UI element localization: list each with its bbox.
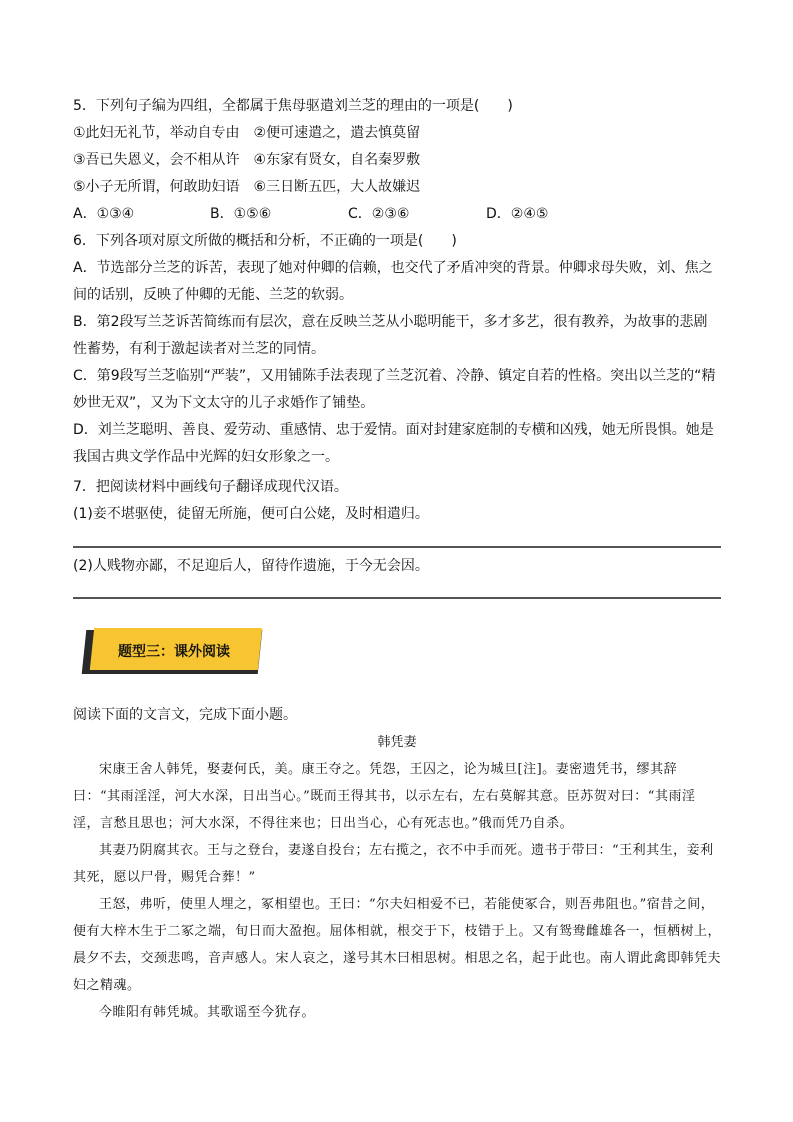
q5-option-a[interactable]: A．①③④ (73, 206, 135, 222)
q7-sentence-1: (1)妾不堪驱使，徒留无所施，便可白公姥，及时相遣归。 (73, 506, 429, 522)
section-instruction: 阅读下面的文言文，完成下面小题。 (73, 707, 297, 723)
section-banner (78, 624, 270, 680)
passage-paragraph-4: 今睢阳有韩凭城。其歌谣至今犹存。 (99, 1005, 316, 1020)
answer-line-2[interactable] (73, 597, 721, 599)
q5-row-1: ①此妇无礼节，举动自专由 ②便可速遣之，遣去慎莫留 (73, 125, 421, 141)
q7-stem: 7．把阅读材料中画线句子翻译成现代汉语。 (73, 479, 348, 495)
passage-paragraph-1: 宋康王舍人韩凭，娶妻何氏，美。康王夺之。凭怨，王囚之，论为城旦[注]。妻密遗凭书，缪其辞曰：“其雨淫淫，河大水深，日出当心。”既而王得其书，以示左右，左右莫解其意。臣苏贺对曰：“其雨淫淫，言愁且思也；河大水深，不得往来也；日出当心，心有死志也。”俄而凭乃自杀。 (73, 762, 696, 831)
passage-paragraph-2: 其妻乃阴腐其衣。王与之登台，妻遂自投台；左右揽之，衣不中手而死。遗书于带曰：“王利其生，妾利其死，愿以尸骨，赐凭合葬！” (73, 843, 714, 885)
q6-option-c[interactable]: C．第9段写兰芝临别“严装”，又用铺陈手法表现了兰芝沉着、冷静、镇定自若的性格。突出以兰芝的“精妙世无双”，又为下文太守的儿子求婚作了铺垫。 (73, 368, 716, 411)
q6-stem: 6．下列各项对原文所做的概括和分析，不正确的一项是( ) (73, 233, 457, 249)
q6-option-a[interactable]: A．节选部分兰芝的诉苦，表现了她对仲卿的信赖，也交代了矛盾冲突的背景。仲卿求母失败，刘、焦之间的话别，反映了仲卿的无能、兰芝的软弱。 (73, 260, 713, 303)
q5-row-2: ③吾已失恩义，会不相从许 ④东家有贤女，自名秦罗敷 (73, 152, 421, 168)
q5-option-d[interactable]: D．②④⑤ (486, 206, 549, 222)
q6-option-b[interactable]: B．第2段写兰芝诉苦简练而有层次，意在反映兰芝从小聪明能干，多才多艺，很有教养，为故事的悲剧性蓄势，有利于激起读者对兰芝的同情。 (73, 314, 708, 357)
q5-option-b[interactable]: B．①⑤⑥ (210, 206, 272, 222)
passage-title: 韩凭妻 (377, 735, 417, 750)
passage-paragraph-3: 王怒，弗听，使里人埋之，冢相望也。王曰：“尔夫妇相爱不已，若能使冢合，则吾弗阻也。”宿昔之间，便有大梓木生于二冢之端，旬日而大盈抱。屈体相就，根交于下，枝错于上。又有鸳鸯雌雄各一，恒栖树上，晨夕不去，交颈悲鸣，音声感人。宋人哀之，遂号其木曰相思树。相思之名，起于此也。南人谓此禽即韩凭夫妇之精魂。 (73, 897, 722, 993)
q5-row-3: ⑤小子无所谓，何敢助妇语 ⑥三日断五匹，大人故嫌迟 (73, 179, 421, 195)
section-label: 题型三：课外阅读 (118, 644, 230, 660)
answer-line-1[interactable] (73, 546, 721, 548)
q6-option-d[interactable]: D．刘兰芝聪明、善良、爱劳动、重感情、忠于爱情。面对封建家庭制的专横和凶残，她无所畏惧。她是我国古典文学作品中光辉的妇女形象之一。 (73, 422, 714, 465)
q5-stem: 5．下列句子编为四组，全都属于焦母驱遣刘兰芝的理由的一项是( ) (73, 98, 513, 114)
q7-sentence-2: (2)人贱物亦鄙，不足迎后人，留待作遗施，于今无会因。 (73, 558, 429, 574)
q5-option-c[interactable]: C．②③⑥ (348, 206, 410, 222)
